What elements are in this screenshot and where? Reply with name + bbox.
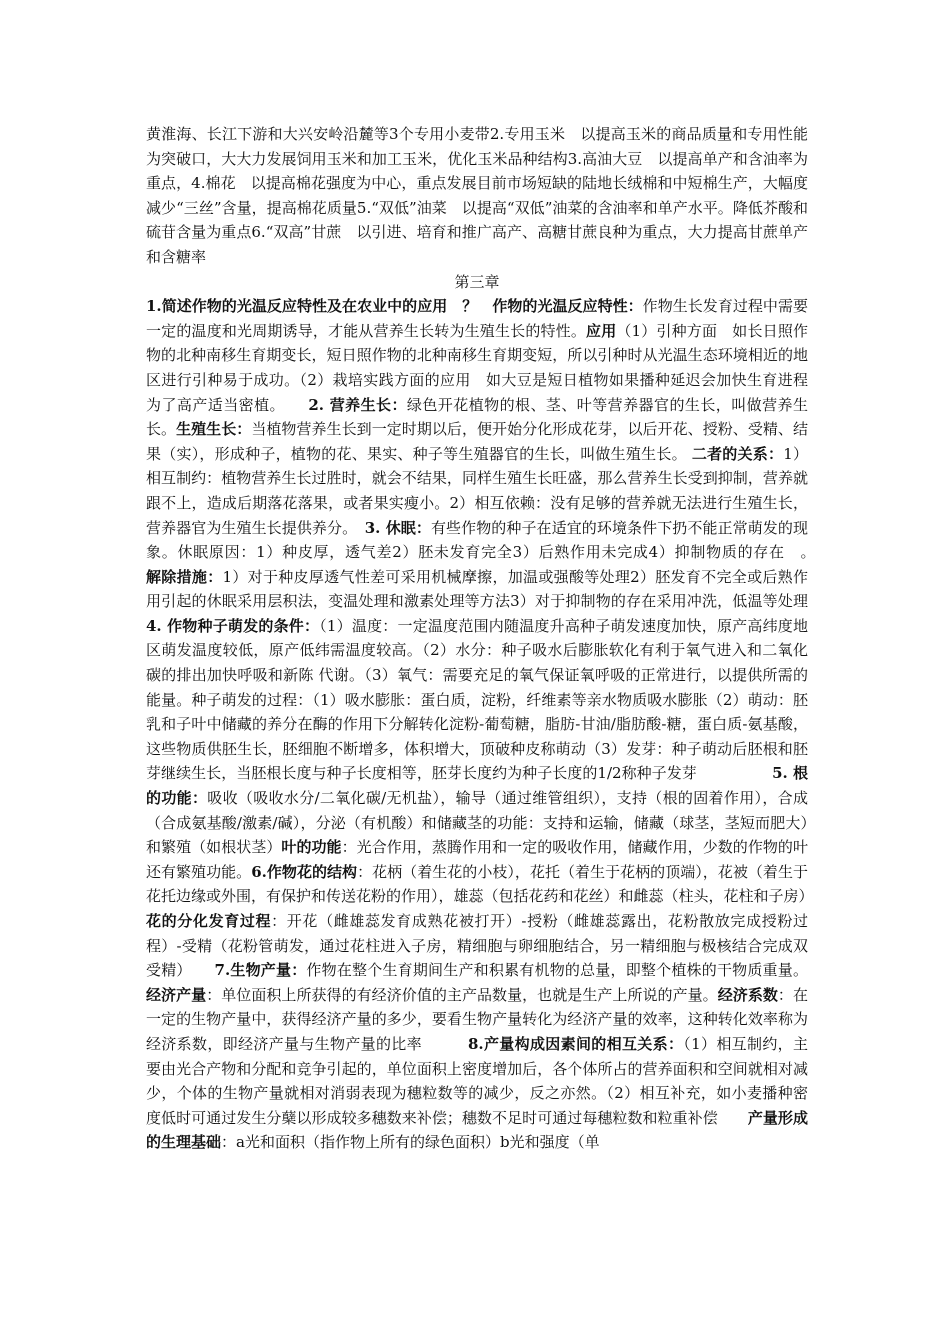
chapter-body — [146, 294, 854, 1155]
q5-leaf-function-text: ：光合作用，蒸腾作用和一定的吸收作用，储藏作用，少数的作物的叶还有繁殖功能。 — [146, 838, 808, 881]
q2-vegetative-growth-text: 绿色开花植物的根、茎、叶等营养器官的生长，叫做营养生长。 — [146, 395, 808, 439]
q8-yield-factors-text: （1）相互制约，主要由光合产物和分配和竞争引起的，单位面积上密度增加后，各个体所占的营养面积和空间就相对减少，个体的生物产量就相对消弱表现为穗粒数等的减少，反之亦然。（2）相互补充，如小麦播种密度低时可通过发生分蘖以形成较多穗数来补偿；穗数不足时可通过每穗粒数和粒重补偿 — [146, 1034, 808, 1127]
document-page — [146, 122, 854, 1155]
q2-vegetative-growth-heading: 2. 营养生长： — [308, 395, 407, 414]
q6-flower-development-label: 花的分化发育过程 — [146, 912, 272, 930]
q1-definition: 作物生长发育过程中需要一定的温度和光周期诱导，才能从营养生长转为生殖生长的特性。 — [146, 297, 808, 340]
q4-germination-heading: 4. 作物种子萌发的条件： — [146, 616, 320, 635]
q2-reproductive-growth-text: 当植物营养生长到一定时期以后，便开始分化形成花芽，以后开花、授粉、受精、结果（实），形成种子，植物的花、果实、种子等生殖器官的生长，叫做生殖生长。 — [146, 420, 808, 463]
q7-economic-yield-text: ：单位面积上所获得的有经济价值的主产品数量，也就是生产上所说的产量。 — [206, 985, 718, 1004]
q3-dormancy-heading: 3. 休眠： — [364, 518, 431, 537]
q7-economic-yield-label: 经济产量 — [146, 985, 207, 1004]
q7-economic-coefficient-text: ：在一定的生物产量中，获得经济产量的多少，要看生物产量转化为经济产量的效率，这种转化效率称为经济系数，即经济产量与生物产量的比率 — [146, 985, 808, 1053]
q6-flower-structure-heading: 6.作物花的结构 — [251, 862, 358, 881]
q7-biological-yield-heading: 7.生物产量： — [214, 961, 307, 980]
q2-reproductive-growth-label: 生殖生长： — [176, 420, 252, 439]
q4-germination-text: （1）温度：一定温度范围内随温度升高种子萌发速度加快，原产高纬度地区萌发温度较低，原产低纬需温度较高。（2）水分：种子吸水后膨胀软化有利于氧气进入和二氧化碳的排出加快呼吸和新陈 代谢。（3）氧气：需要充足的氧气保证氧呼吸的正常进行，以提供所需的能量。种子萌发的过程：（1）吸水膨胀：蛋白质，淀粉，纤维素等亲水物质吸水膨胀（2）萌动：胚乳和子叶中储藏的养分在酶的作用下分解转化淀粉-葡萄糖，脂肪-甘油/脂肪酸-糖，蛋白质-氨基酸，这些物质供胚生长，胚细胞不断增多，体积增大，顶破种皮称萌动（3）发芽：种子萌动后胚根和胚芽继续生长，当胚根长度与种子长度相等，胚芽长度约为种子长度的1/2称种子发芽 — [146, 616, 808, 783]
q5-leaf-function-label: 叶的功能 — [281, 838, 342, 857]
q7-economic-coefficient-label: 经济系数 — [717, 985, 778, 1004]
q5-root-function-text: 吸收（吸收水分/二氧化碳/无机盐），输导（通过维管组织），支持（根的固着作用），合成（合成氨基酸/激素/碱），分泌（有机酸）和储藏茎的功能：支持和运输，储藏（球茎，茎短而肥大）和繁殖（如根状茎） — [146, 789, 808, 857]
q8-physiological-basis-text: ：a光和面积（指作物上所有的绿色面积）b光和强度（单 — [221, 1133, 600, 1152]
q3-removal-text: 1）对于种皮厚透气性差可采用机械摩擦，加温或强酸等处理2）胚发育不完全或后熟作用引起的休眠采用层积法，变温处理和激素处理等方法3）对于抑制物的存在采用冲洗，低温等处理 — [146, 567, 854, 611]
q1-application-label: 应用 — [586, 321, 617, 340]
intro-paragraph: 黄淮海、长江下游和大兴安岭沿麓等3个专用小麦带2.专用玉米 以提高玉米的商品质量和专用性能为突破口，大大力发展饲用玉米和加工玉米，优化玉米品种结构3.高油大豆 以提高单产和含油率为重点，4.棉花 以提高棉花强度为中心，重点发展目前市场短缺的陆地长绒棉和中短棉生产，大幅度减少“三丝”含量，提高棉花质量5.“双低”油菜 以提高“双低”油菜的含油率和单产水平。降低芥酸和硫苷含量为重点6.“双高”甘蔗 以引进、培育和推广高产、高糖甘蔗良种为重点，大力提高甘蔗单产和含糖率 — [146, 125, 808, 266]
q2-relation-text: 1）相互制约：植物营养生长过胜时，就会不结果，同样生殖生长旺盛，那么营养生长受到抑制，营养就跟不上，造成后期落花落果，或者果实瘦小。2）相互依赖：没有足够的营养就无法进行生殖生长，营养器官为生殖生长提供养分。 — [146, 444, 808, 537]
chapter-title: 第三章 — [454, 272, 500, 291]
q5-root-function-heading: 5. 根的功能： — [146, 764, 808, 808]
q6-flower-development-text: ：开花（雌雄蕊发育成熟花被打开）-授粉（雌雄蕊露出，花粉散放完成授粉过程）-受精（花粉管萌发，通过花柱进入子房，精细胞与卵细胞结合，另一精细胞与极核结合完成双受精） — [146, 912, 808, 980]
q1-heading: 1.简述作物的光温反应特性及在农业中的应用 ？ 作物的光温反应特性： — [146, 297, 643, 316]
q6-flower-structure-text: ：花柄（着生花的小枝），花托（着生于花柄的顶端），花被（着生于花托边缘或外围，有保护和传送花粉的作用），雄蕊（包括花药和花丝）和雌蕊（柱头，花柱和子房） — [146, 862, 814, 906]
q8-yield-factors-heading: 8.产量构成因素间的相互关系： — [467, 1034, 684, 1053]
q3-dormancy-text: 有些作物的种子在适宜的环境条件下扔不能正常萌发的现象。休眠原因：1）种皮厚，透气差2）胚未发育完全3）后熟作用未完成4）抑制物质的存在 。 — [146, 518, 838, 562]
q7-biological-yield-text: 作物在整个生育期间生产和积累有机物的总量，即整个植株的干物质重量。 — [306, 961, 808, 980]
q1-application-text: （1）引种方面 如长日照作物的北种南移生育期变长，短日照作物的北种南移生育期变短，所以引种时从光温生态环境相近的地区进行引种易于成功。（2）栽培实践方面的应用 如大豆是短日植物如果播种延迟会加快生育进程为了高产适当密植。 — [146, 321, 808, 414]
q2-relation-label: 二者的关系： — [691, 444, 784, 463]
q3-removal-label: 解除措施： — [146, 567, 223, 586]
q8-physiological-basis-label: 产量形成的生理基础 — [146, 1108, 808, 1152]
